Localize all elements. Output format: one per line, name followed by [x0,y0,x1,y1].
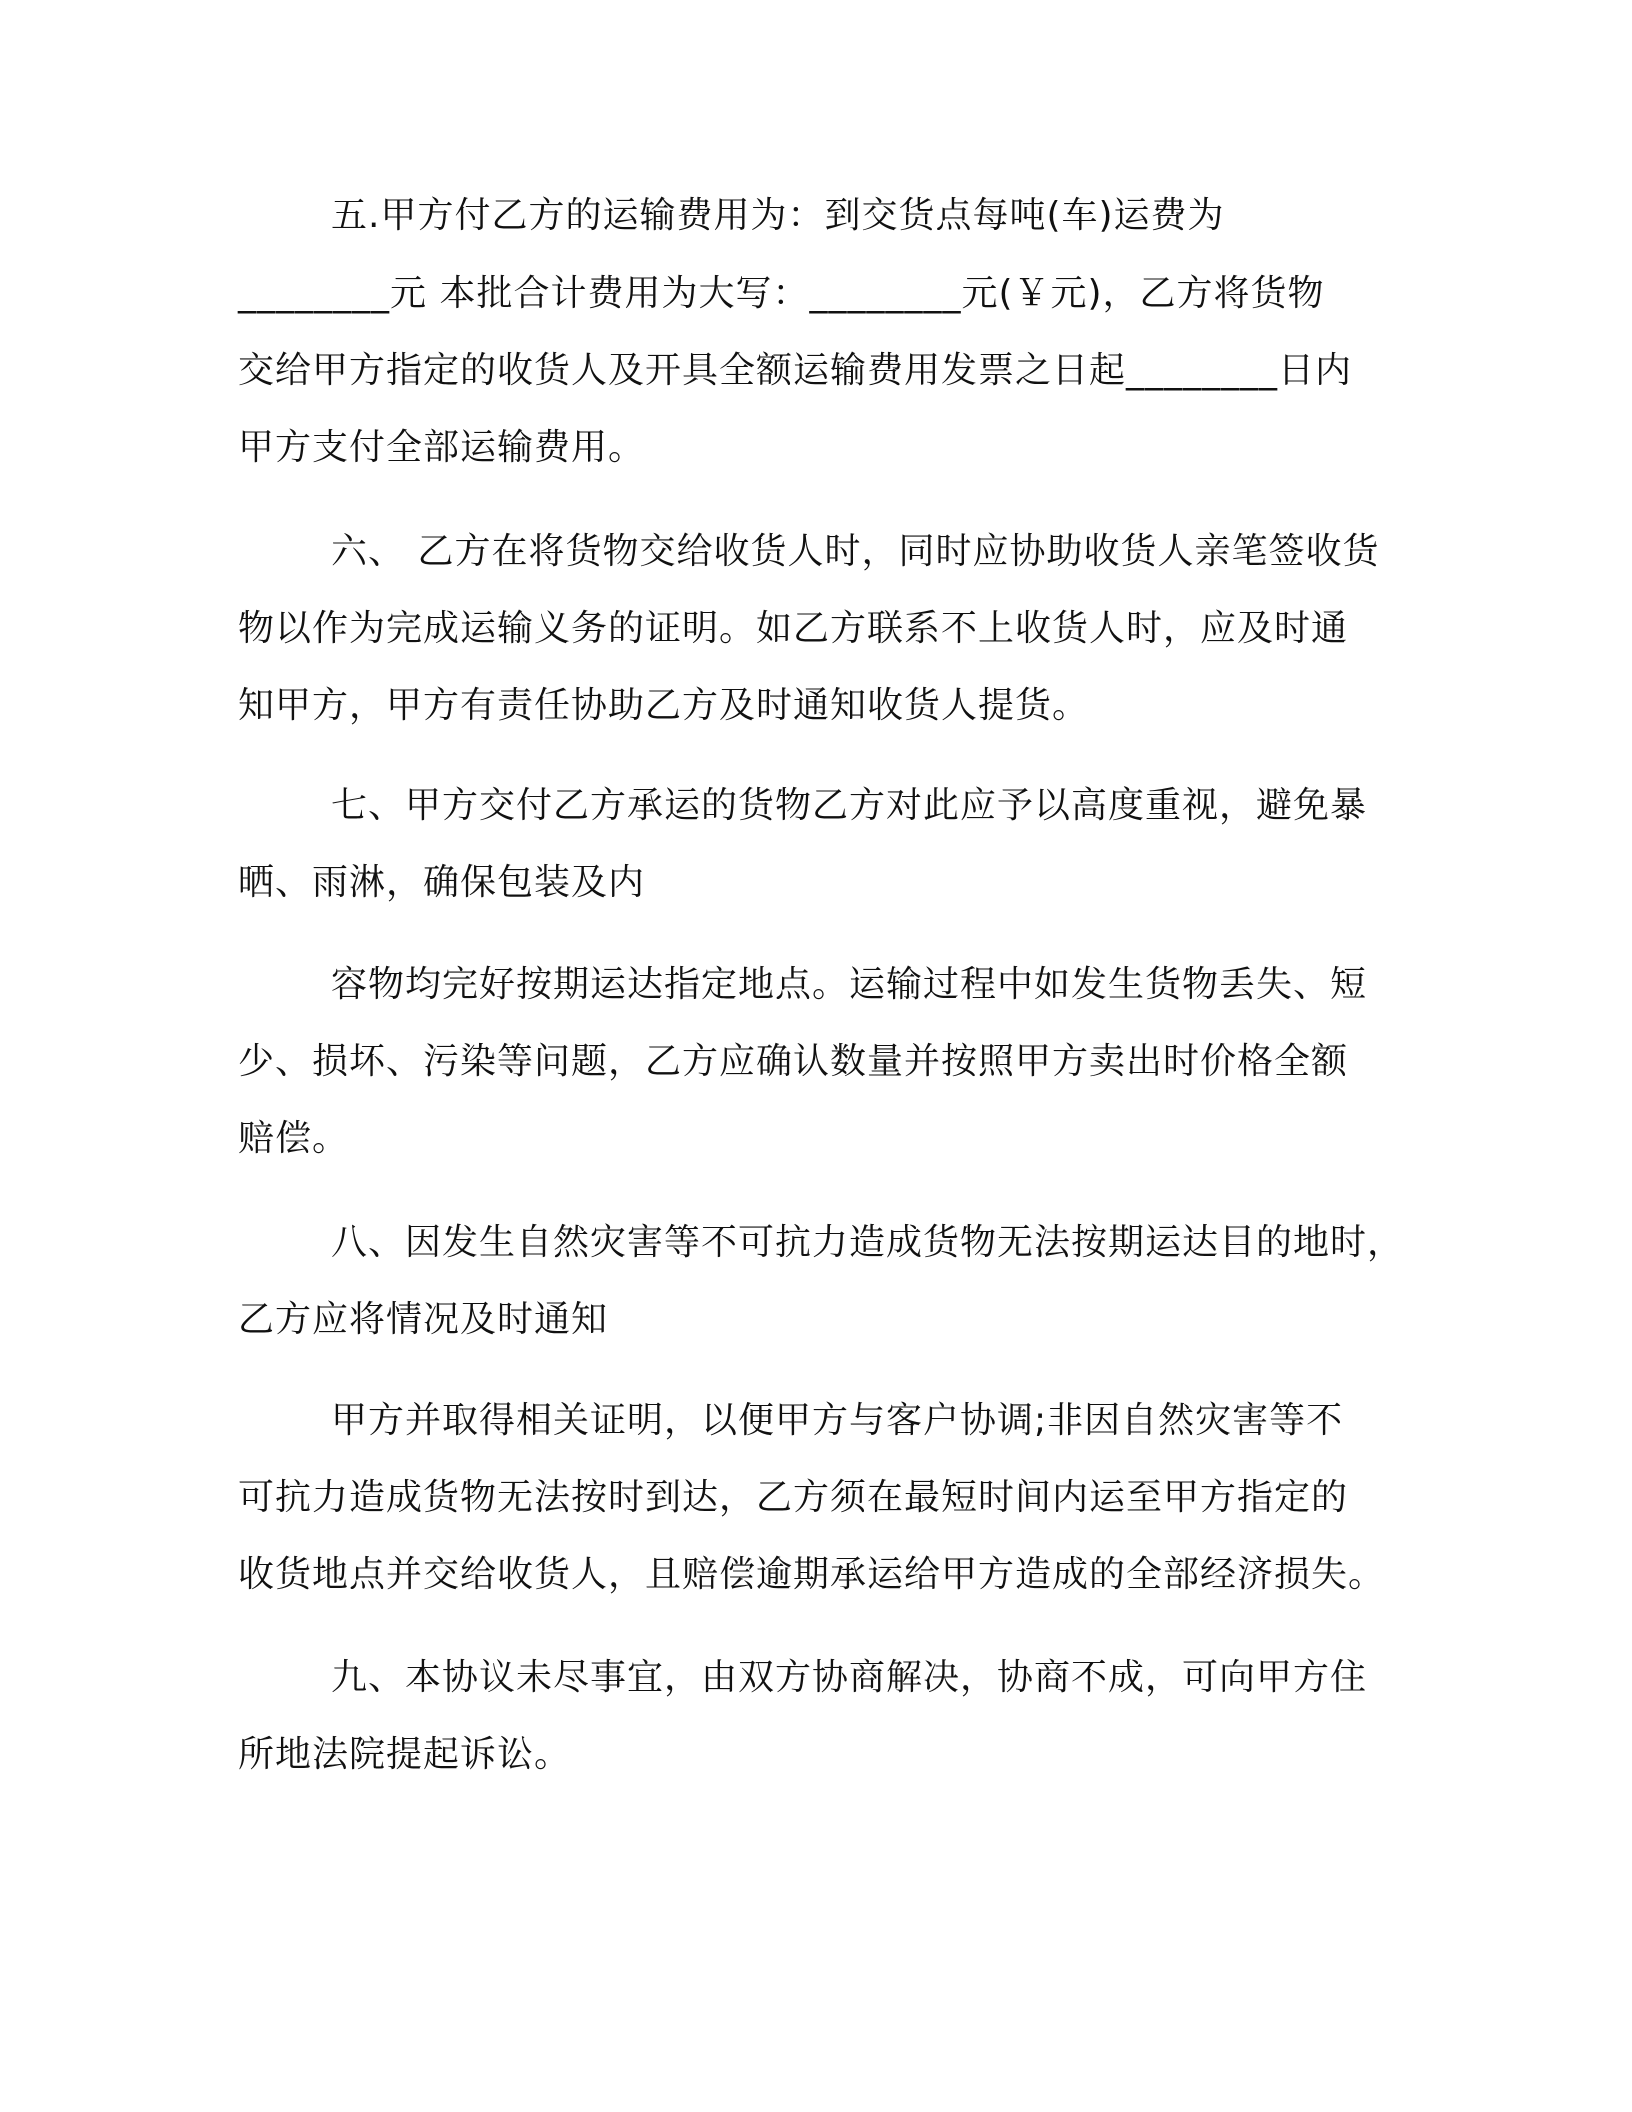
clause-5-line-2: ________元 本批合计费用为大写：________元(￥元)，乙方将货物 [238,273,1325,314]
clause-8-cont-line-2: 可抗力造成货物无法按时到达，乙方须在最短时间内运至甲方指定的 [238,1477,1349,1518]
clause-8-line-1: 八、因发生自然灾害等不可抗力造成货物无法按期运达目的地时， [331,1222,1405,1263]
clause-9-line-1: 九、本协议未尽事宜，由双方协商解决，协商不成，可向甲方住 [331,1657,1368,1698]
clause-5-line-4: 甲方支付全部运输费用。 [238,427,646,468]
clause-9-line-2: 所地法院提起诉讼。 [238,1734,572,1775]
clause-7-cont-line-2: 少、损坏、污染等问题，乙方应确认数量并按照甲方卖出时价格全额 [238,1041,1349,1082]
clause-7-cont-line-3: 赔偿。 [238,1118,350,1159]
clause-5-line-3: 交给甲方指定的收货人及开具全额运输费用发票之日起________日内 [238,350,1353,391]
clause-8-line-2: 乙方应将情况及时通知 [238,1299,609,1340]
clause-7-cont-line-1: 容物均完好按期运达指定地点。运输过程中如发生货物丢失、短 [331,964,1368,1005]
clause-5-line-1: 五.甲方付乙方的运输费用为：到交货点每吨(车)运费为 [331,195,1225,236]
clause-8-cont-line-1: 甲方并取得相关证明，以便甲方与客户协调;非因自然灾害等不 [331,1400,1344,1441]
clause-7-line-1: 七、甲方交付乙方承运的货物乙方对此应予以高度重视，避免暴 [331,785,1368,826]
clause-8-cont-line-3: 收货地点并交给收货人，且赔偿逾期承运给甲方造成的全部经济损失。 [238,1554,1386,1595]
clause-6-line-3: 知甲方，甲方有责任协助乙方及时通知收货人提货。 [238,685,1090,726]
clause-6-line-2: 物以作为完成运输义务的证明。如乙方联系不上收货人时，应及时通 [238,608,1349,649]
clause-6-line-1: 六、 乙方在将货物交给收货人时，同时应协助收货人亲笔签收货 [331,531,1380,572]
clause-7-line-2: 晒、雨淋，确保包装及内 [238,862,646,903]
